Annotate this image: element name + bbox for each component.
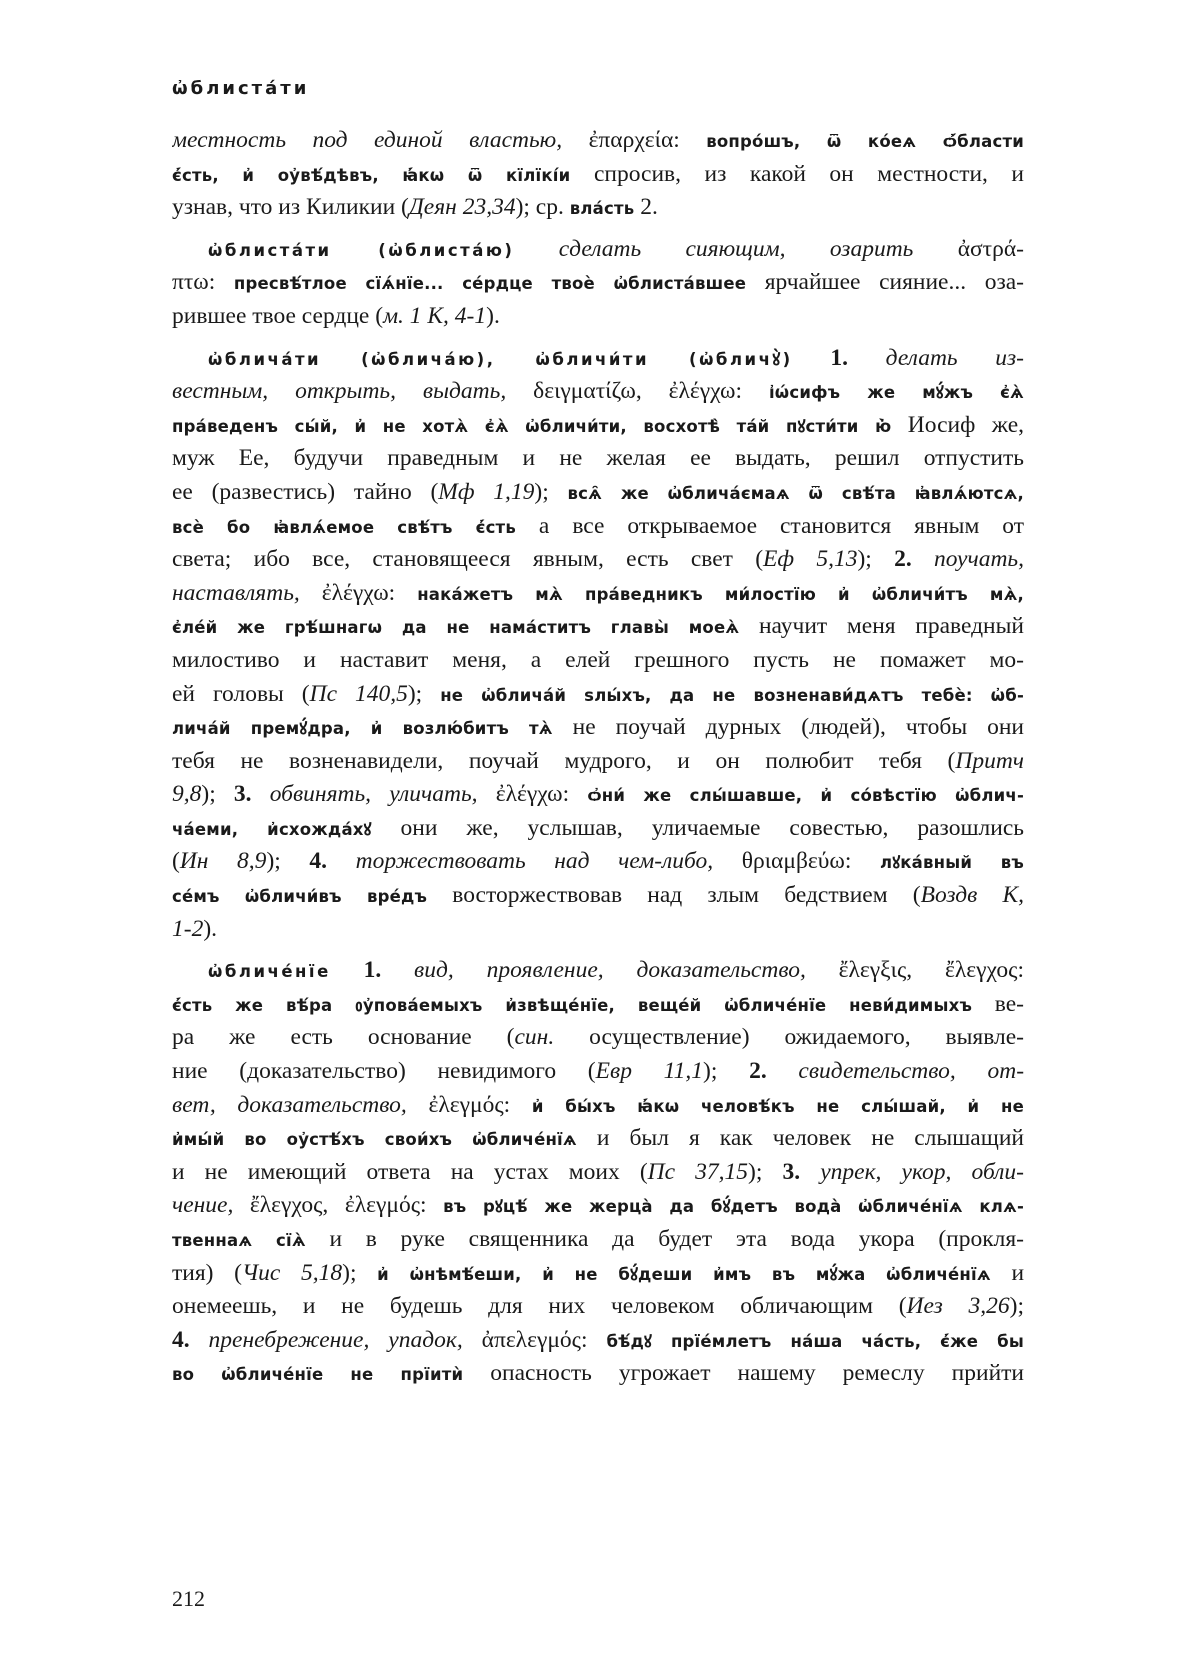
text-line [172,1324,1024,1358]
sense-number: 4. [309,848,356,875]
italic-gloss: вестным, открыть, выдать, [172,378,534,405]
plain-text: тебя не возненавидели, поучай мудрого, и он полюбит тебя ( [172,747,956,774]
plain-text: ἐλέγχω: [495,781,588,808]
text-line [172,577,1024,611]
italic-gloss: свидетельство, от- [798,1058,1024,1085]
plain-text: света; ибо все, становящееся явным, есть свет ( [172,546,764,573]
plain-text: 2. [634,194,658,221]
plain-text: ἐπαρχεία: [588,127,707,153]
text-line [172,375,1024,409]
italic-gloss: Евр 11,1 [595,1058,704,1085]
italic-gloss: упрек, укор, обли- [820,1158,1024,1185]
italic-gloss: м. 1 К, 4-1 [383,302,487,329]
dictionary-entry [172,124,1024,225]
slavonic-text: є҆́сть же вѣ́ра ᲂу҆пова́емыхъ и҆звѣще́нїе, веще́й ѡ҆бличе́нїе неви́димыхъ [172,995,973,1015]
plain-text: и [990,1259,1024,1286]
slavonic-text: не ѡ҆блича́й ѕлы́хъ, да не возненави́дѧтъ тебѐ: ѡ҆б- [440,685,1024,705]
italic-gloss: Пс 140,5 [309,680,408,707]
plain-text: ра же есть основание ( [172,1024,515,1051]
text-line [172,543,1024,577]
text-line [172,745,1024,779]
slavonic-text: ѻ҆ни́ же слы́шавше, и҆ со́вѣстїю ѡ҆блич- [587,786,1024,806]
text-line [172,124,1024,158]
slavonic-text: і҆ѡ́сифъ же мꙋ́жъ є҆ѧ̀ [768,383,1024,403]
plain-text: ). [486,302,500,329]
text-line [172,610,1024,644]
text-line [172,1021,1024,1055]
text-line [172,678,1024,712]
italic-gloss: поучать, [934,546,1024,573]
slavonic-text: пресвѣ́тлое сїѧ́нїе... се́рдце твоѐ ѡ҆блиста́вшее [233,274,747,294]
italic-gloss: Воздв К, [920,882,1024,909]
plain-text: δειγματίζω, ἐλέγχω: [533,378,769,405]
plain-text: опасность угрожает нашему ремеслу прийти [463,1360,1024,1387]
plain-text: ); [201,781,234,808]
text-line [172,476,1024,510]
italic-gloss: пренебрежение, упадок, [208,1326,482,1353]
slavonic-text: всѐ бо ꙗ҆влѧ́емое свѣ́тъ є҆́сть [172,517,516,537]
text-line [172,778,1024,812]
slavonic-text: и҆ бы́хъ ꙗ҆́кѡ человѣ́къ не слы́шай, и҆ не [531,1096,1024,1116]
italic-gloss: Чис 5,18 [241,1259,343,1286]
slavonic-text: твеннаѧ сїѧ̀ [172,1231,306,1250]
plain-text: ἔλεγξις, ἔλεγχος: [838,957,1024,984]
text-line [172,988,1024,1022]
italic-gloss: обвинять, уличать, [269,781,496,808]
slavonic-text: лꙋка́вный въ [880,853,1024,873]
plain-text: ); [857,546,895,573]
italic-gloss: наставлять, [172,579,322,606]
paragraph-gap [172,225,1024,233]
plain-text: а все открываемое становится явным от [515,512,1024,539]
plain-text: ); [407,680,441,707]
plain-text: Иосиф же, [891,411,1024,438]
plain-text: и был я как человек не слышащий [576,1125,1024,1152]
headword: ѡ҆бличе́нїе [208,962,331,982]
slavonic-text: вла́сть [569,199,635,219]
text-line [172,1055,1024,1089]
page-number: 212 [172,1586,205,1611]
italic-gloss: Иез 3,26 [906,1293,1010,1320]
sense-number: 1. [330,957,415,984]
plain-text: муж Ее, будучи праведным и не желая ее выдать, решил отпустить [172,445,1024,472]
plain-text: спросив, из какой он местности, и [570,160,1024,187]
plain-text: ние (доказательство) невидимого ( [172,1058,596,1085]
slavonic-text: всѧ̑ же ѡ҆блича́ємаѧ ѿ свѣ́та ꙗ҆влѧ́ютсѧ, [567,483,1024,503]
italic-gloss: Мф 1,19 [438,478,535,505]
plain-text: ей головы ( [172,680,310,707]
slavonic-text: и҆ ѡ҆нѣмѣ́еши, и҆ не бꙋ́деши и҆мъ въ мꙋ́жа ѡ҆бличе́нїѧ [377,1264,991,1284]
slavonic-text: бѣ́дꙋ прїе́млетъ на́ша ча́сть, є҆́же бы [606,1331,1024,1351]
text-line [172,266,1024,300]
plain-text: ( [172,848,180,875]
slavonic-text: въ рꙋцѣ́ же жерца̀ да бꙋ́детъ вода̀ ѡ҆бличе́нїѧ клѧ- [443,1197,1024,1217]
plain-text: ); [342,1259,378,1286]
slavonic-text: є҆́сть, и҆ оу҆вѣ́дѣвъ, ꙗ҆́кѡ ѿ кїлїкі́и [172,165,571,185]
slavonic-text: лича́й премꙋ́дра, и҆ возлю́битъ тѧ̀ [172,719,553,739]
italic-gloss: 1-2 [172,915,204,942]
sense-number: 3. [233,781,270,808]
text-line [172,954,1024,988]
text-line [172,644,1024,678]
text-line [172,1357,1024,1391]
italic-gloss: торжествовать над чем-либо, [355,848,742,875]
slavonic-text: пра́веденъ сы́й, и҆ не хотѧ̀ є҆ѧ̀ ѡ҆бличи́ти, восхотѣ̀ та́й пꙋсти́ти ю҆̀ [172,416,892,436]
plain-text: ве- [972,990,1024,1017]
text-line [172,1122,1024,1156]
slavonic-text: вопро́шъ, ѿ ко́еѧ ѻ҆́бласти [706,132,1024,151]
headword: ѡ҆блиста́ти (ѡ҆блиста́ю) [208,240,515,260]
plain-text: и не имеющий ответа на устах моих ( [172,1158,648,1185]
plain-text: рившее твое сердце ( [172,302,384,329]
italic-gloss: Ин 8,9 [179,848,267,875]
text-line [172,1257,1024,1291]
italic-gloss: вид, проявление, доказательство, [414,957,839,984]
slavonic-text: и҆мы́й во оу҆стѣ́хъ свои́хъ ѡ҆бличе́нїѧ [172,1130,577,1150]
plain-text: ἐλέγχω: [321,579,418,606]
italic-gloss: вет, доказательство, [172,1091,429,1118]
text-line [172,1156,1024,1190]
plain-text: ἀστρά- [957,235,1024,262]
plain-text: ); ср. [515,194,570,221]
text-line [172,1089,1024,1123]
plain-text: ); [748,1158,783,1185]
italic-gloss: сделать сияющим, озарить [514,235,958,262]
plain-text: πτω: [172,269,234,296]
sense-number: 2. [749,1058,799,1085]
text-line [172,510,1024,544]
dictionary-entry [172,233,1024,334]
plain-text: ). [203,915,218,942]
plain-text: ); [534,478,568,505]
paragraph-gap [172,946,1024,954]
dictionary-entry [172,342,1024,947]
text-line [172,711,1024,745]
slavonic-text: нака́жетъ мѧ̀ пра́ведникъ ми́лостїю и҆ ѡ҆бличи́тъ мѧ̀, [417,584,1024,604]
sense-number: 4. [172,1326,209,1353]
plain-text: θριαμβεύω: [741,848,881,875]
text-line [172,845,1024,879]
plain-text: милостиво и наставит меня, а елей грешного пусть не помажет мо- [172,646,1024,673]
plain-text: они же, услышав, уличаемые совестью, разошлись [371,814,1024,841]
plain-text: ἀπελεγμός: [481,1326,607,1353]
running-head: ѡ҆блиста́ти [172,78,310,99]
sense-number: 3. [782,1158,821,1185]
plain-text: тия) ( [172,1259,242,1286]
text-line [172,342,1024,376]
plain-text: осуществление) ожидаемого, выявле- [554,1024,1024,1051]
italic-gloss: син. [514,1024,555,1051]
dictionary-entry [172,954,1024,1391]
plain-text: ); [703,1058,750,1085]
text-line [172,913,1024,947]
plain-text: ); [1009,1293,1024,1320]
italic-gloss: 9,8 [172,781,202,808]
text-line [172,1223,1024,1257]
paragraph-gap [172,334,1024,342]
text-line [172,442,1024,476]
text-line [172,879,1024,913]
plain-text: онемеешь, и не будешь для них человеком обличающим ( [172,1293,907,1320]
sense-number: 2. [894,546,935,573]
plain-text: и в руке священника да будет эта вода укора (прокля- [305,1226,1024,1252]
plain-text: не поучай дурных (людей), чтобы они [552,714,1024,741]
plain-text: узнав, что из Киликии ( [172,194,409,221]
italic-gloss: Деян 23,34 [408,194,516,221]
italic-gloss: чение, [172,1192,250,1219]
italic-gloss: местность под единой властью, [172,127,589,153]
italic-gloss: Еф 5,13 [763,546,858,573]
text-line [172,300,1024,334]
plain-text: ); [266,848,310,875]
headword: ѡ҆блича́ти (ѡ҆блича́ю), ѡ҆бличи́ти (ѡ҆бличꙋ̀) [208,349,793,369]
text-line [172,233,1024,267]
slavonic-text: є҆ле́й же грѣ́шнагѡ да не нама́ститъ главы̀ моеѧ̀ [172,618,740,638]
text-line [172,1290,1024,1324]
italic-gloss: Пс 37,15 [647,1158,749,1185]
sense-number: 1. [792,344,886,371]
italic-gloss: делать из- [885,344,1024,371]
italic-gloss: Притч [955,747,1024,774]
slavonic-text: во ѡ҆бличе́нїе не прїитѝ [172,1365,464,1385]
plain-text: научит меня праведный [739,613,1024,640]
text-line [172,812,1024,846]
dictionary-body [172,124,1024,1391]
plain-text: ее (развестись) тайно ( [172,478,439,505]
slavonic-text: ча́еми, и҆схожда́хꙋ [172,819,372,839]
plain-text: ἔλεγχος, ἐλεγμός: [249,1192,444,1219]
plain-text: восторжествовав над злым бедствием ( [427,882,921,909]
text-line [172,191,1024,225]
text-line [172,1189,1024,1223]
plain-text: ярчайшее сияние... оза- [746,269,1024,296]
slavonic-text: се́мъ ѡ҆бличи́въ вре́дъ [172,887,428,907]
text-line [172,158,1024,192]
plain-text: ἐλεγμός: [428,1091,532,1118]
text-line [172,409,1024,443]
